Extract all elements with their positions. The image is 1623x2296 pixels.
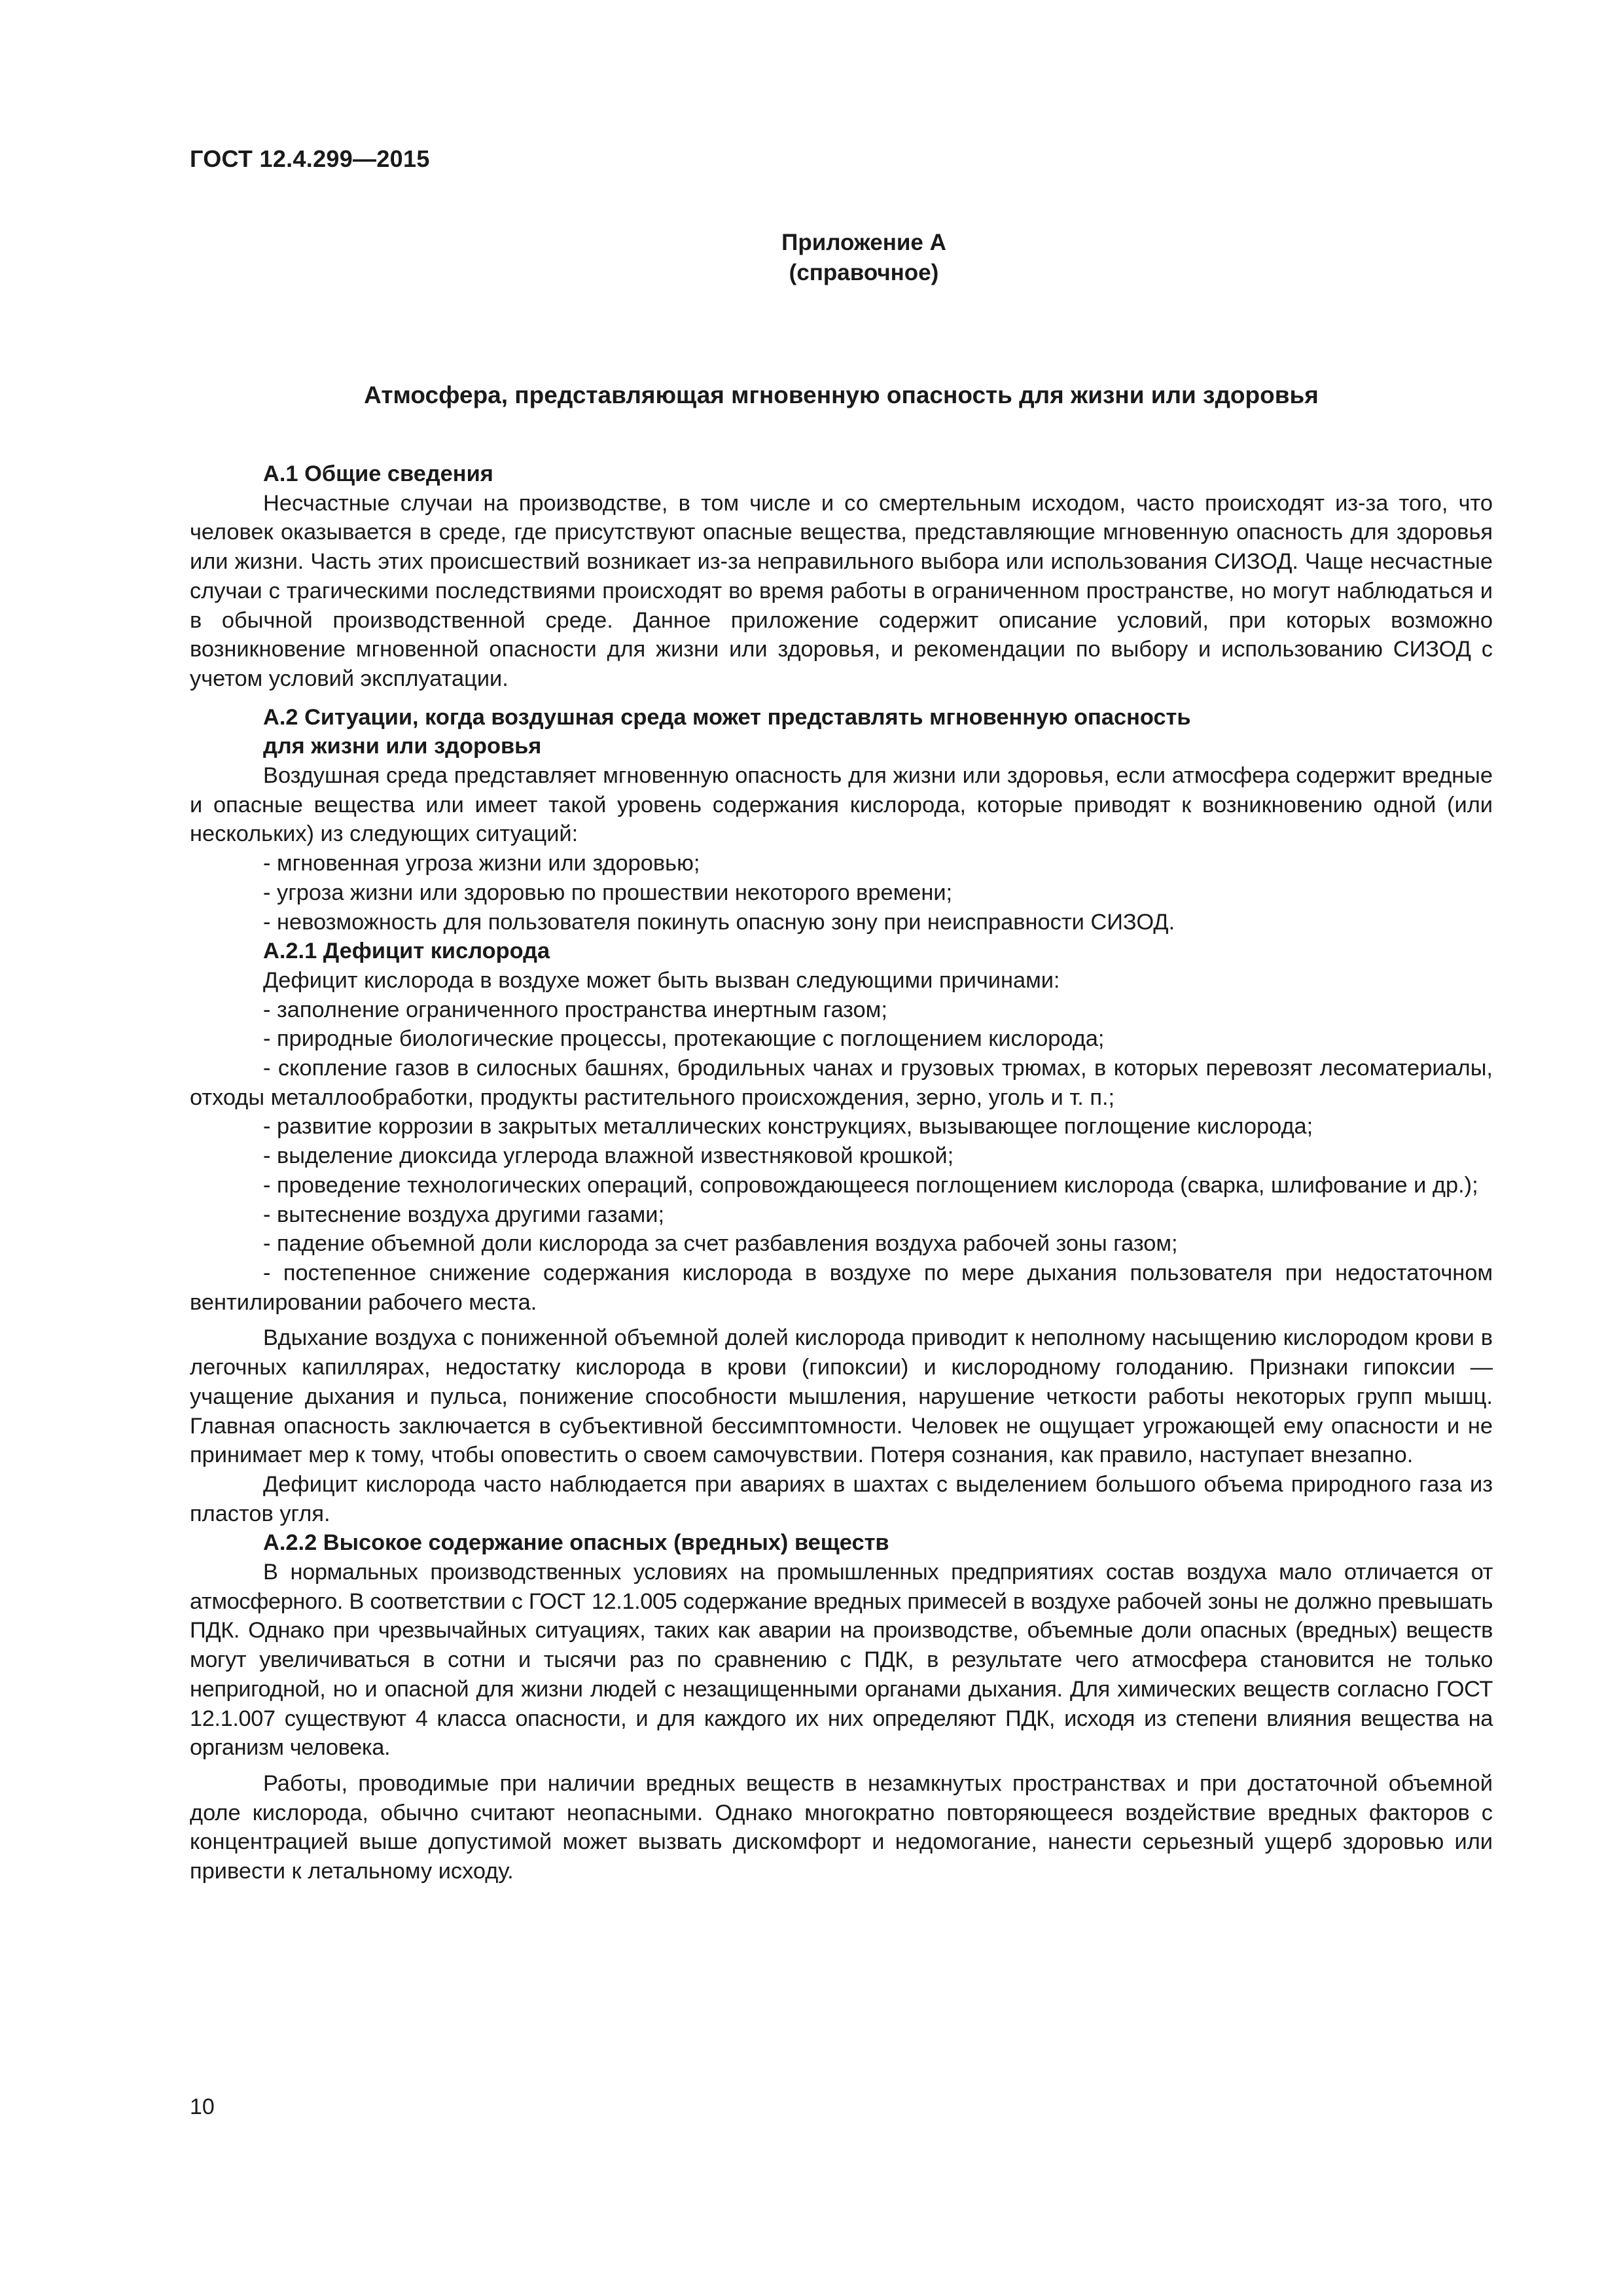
- list-item: - заполнение ограниченного пространства инертным газом;: [263, 997, 887, 1022]
- list-item: - скопление газов в силосных башнях, бродильных чанах и грузовых трюмах, в которых перевозят лесоматериалы, отходы металлообработки, продукты растительного происхождения, зерно, уголь и т. п.;: [190, 1056, 1493, 1110]
- list-item: - невозможность для пользователя покинуть опасную зону при неисправности СИЗОД.: [263, 909, 1175, 935]
- paragraph: Дефицит кислорода в воздухе может быть вызван следующими причинами:: [263, 967, 1060, 993]
- page-number: 10: [190, 2094, 215, 2119]
- paragraph: В нормальных производственных условиях на промышленных предприятиях состав воздуха мало отличается от атмосферного. В соответствии с ГОСТ 12.1.005 содержание вредных примесей в воздухе рабочей зоны не должно превышать ПДК. Однако при чрезвычайных ситуациях, таких как аварии на производстве, объемные доли опасных (вредных) веществ могут увеличиваться в сотни и тысячи раз по сравнению с ПДК, в результате чего атмосфера становится не только непригодной, но и опасной для жизни людей с незащищенными органами дыхания. Для химических веществ согласно ГОСТ 12.1.007 существуют 4 класса опасности, и для каждого их них определяют ПДК, исходя из степени влияния вещества на организм человека.: [190, 1560, 1493, 1761]
- section-heading-a2: [190, 703, 1493, 761]
- paragraph: Дефицит кислорода часто наблюдается при авариях в шахтах с выделением большого объема природного газа из пластов угля.: [190, 1471, 1493, 1526]
- section-heading-a1: А.1 Общие сведения: [263, 461, 493, 486]
- list-item: - угроза жизни или здоровью по прошествии некоторого времени;: [263, 880, 953, 905]
- paragraph: Работы, проводимые при наличии вредных веществ в незамкнутых пространствах и при достаточной объемной доле кислорода, обычно считают неопасными. Однако многократно повторяющееся воздействие вредных факторов с концентрацией выше допустимой может вызвать дискомфорт и недомогание, нанести серьезный ущерб здоровью или привести к летальному исходу.: [190, 1770, 1493, 1884]
- list-item: - мгновенная угроза жизни или здоровью;: [263, 851, 700, 876]
- paragraph: Вдыхание воздуха с пониженной объемной долей кислорода приводит к неполному насыщению кислородом крови в легочных капиллярах, недостатку кислорода в крови (гипоксии) и кислородному голоданию. Признаки гипоксии — учащение дыхания и пульса, понижение способности мышления, нарушение четкости работы некоторых групп мышц. Главная опасность заключается в субъективной бессимптомности. Человек не ощущает угрожающей ему опасности и не принимает мер к тому, чтобы оповестить о своем самочувствии. Потеря сознания, как правило, наступает внезапно.: [190, 1325, 1493, 1468]
- section-heading-a2-line2: для жизни или здоровья: [263, 734, 542, 759]
- paragraph: Несчастные случаи на производстве, в том числе и со смертельным исходом, часто происходят из-за того, что человек оказывается в среде, где присутствуют опасные вещества, представляющие мгновенную опасность для здоровья или жизни. Часть этих происшествий возникает из-за неправильного выбора или использования СИЗОД. Чаще несчастные случаи с трагическими последствиями происходят во время работы в ограниченном пространстве, но могут наблюдаться и в обычной производственной среде. Данное приложение содержит описание условий, при которых возможно возникновение мгновенной опасности для жизни или здоровья, и рекомендации по выбору и использованию СИЗОД с учетом условий эксплуатации.: [190, 490, 1493, 691]
- document-title: Атмосфера, представляющая мгновенную опасность для жизни или здоровья: [364, 382, 1319, 408]
- list-item: - выделение диоксида углерода влажной известняковой крошкой;: [263, 1143, 954, 1169]
- list-item: - падение объемной доли кислорода за счет разбавления воздуха рабочей зоны газом;: [263, 1231, 1178, 1257]
- annex-type: (справочное): [789, 260, 939, 285]
- list-item: - развитие коррозии в закрытых металлических конструкциях, вызывающее поглощение кислорода;: [263, 1114, 1313, 1139]
- list-item: - проведение технологических операций, сопровождающееся поглощением кислорода (сварка, шлифование и др.);: [263, 1172, 1478, 1198]
- section-heading-a22: А.2.2 Высокое содержание опасных (вредных) веществ: [263, 1530, 889, 1556]
- section-heading-a2-line1: А.2 Ситуации, когда воздушная среда может представлять мгновенную опасность: [263, 704, 1191, 730]
- list-item: - вытеснение воздуха другими газами;: [263, 1202, 665, 1227]
- list-item: - постепенное снижение содержания кислорода в воздухе по мере дыхания пользователя при недостаточном вентилировании рабочего места.: [190, 1260, 1493, 1315]
- document-header: ГОСТ 12.4.299—2015: [190, 145, 430, 172]
- section-heading-a21: А.2.1 Дефицит кислорода: [263, 939, 550, 964]
- annex-label: Приложение А: [781, 230, 946, 255]
- annex-heading: [681, 228, 1047, 288]
- list-item: - природные биологические процессы, протекающие с поглощением кислорода;: [263, 1026, 1105, 1052]
- paragraph: Воздушная среда представляет мгновенную опасность для жизни или здоровья, если атмосфера содержит вредные и опасные вещества или имеет такой уровень содержания кислорода, которые приводят к возникновению одной (или нескольких) из следующих ситуаций:: [190, 763, 1493, 847]
- document-body: [190, 459, 1493, 1886]
